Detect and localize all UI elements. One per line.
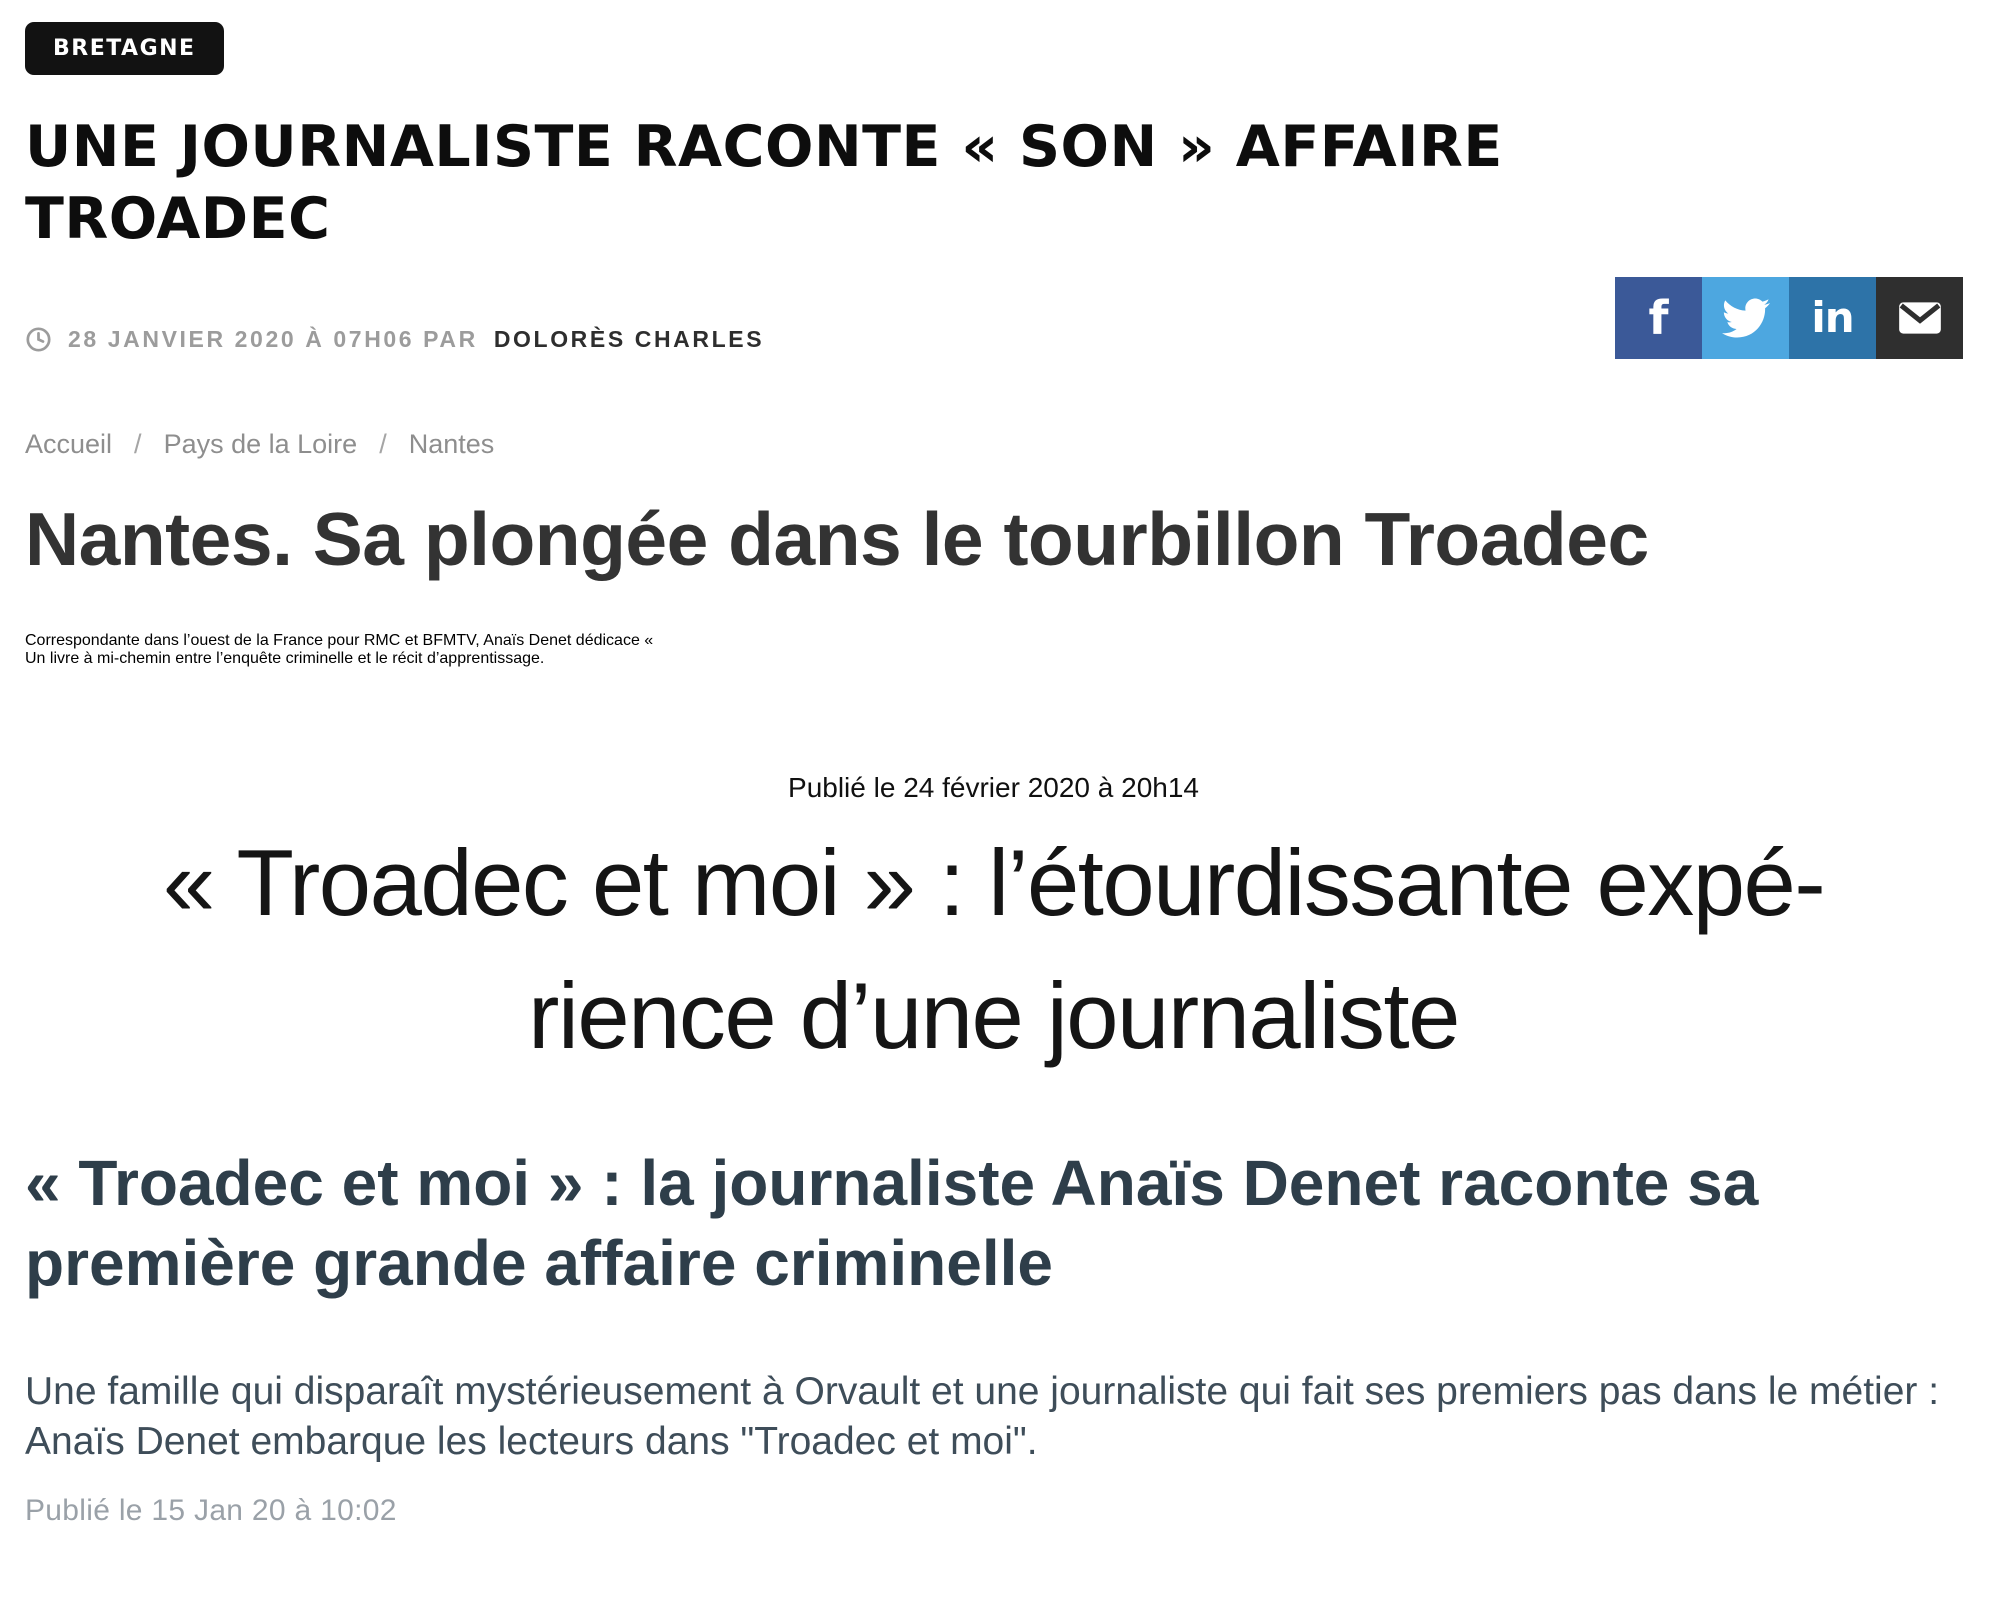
author-name[interactable]: DOLORÈS CHARLES [493, 325, 765, 352]
main-title-line1: UNE JOURNALISTE RACONTE « SON » AFFAIRE [25, 114, 1503, 180]
linkedin-icon: in [1811, 293, 1854, 342]
share-bar [1615, 277, 1963, 359]
breadcrumb-link-accueil[interactable]: Accueil [25, 428, 113, 459]
article-title: Nantes. Sa plongée dans le tourbillon Troadec [25, 496, 1649, 581]
clock-icon [25, 326, 52, 353]
article-summary-line2: Anaïs Denet embarque les lecteurs dans "Troadec et moi". [25, 1420, 1038, 1464]
article-lede-line2: Un livre à mi-chemin entre l’enquête criminelle et le récit d’apprentissage. [25, 649, 545, 667]
related-heading-line1: « Troadec et moi » : la journaliste Anaïs Denet raconte sa [25, 1146, 1759, 1219]
related-heading-line2: première grande affaire criminelle [25, 1226, 1053, 1299]
breadcrumb-link-nantes[interactable]: Nantes [408, 428, 495, 459]
main-title-line2: TROADEC [25, 186, 331, 253]
clipped-publish-line: Publié le 15 Jan 20 à 10:02 [25, 1494, 397, 1528]
article-lede-line1: Correspondante dans l’ouest de la France pour RMC et BFMTV, Anaïs Denet dédicace « [25, 631, 654, 649]
breadcrumb [25, 429, 1962, 460]
breadcrumb-separator: / [379, 428, 387, 459]
related-article-heading [25, 1143, 1962, 1303]
feature-headline [25, 816, 1962, 1083]
feature-headline-line2: rience d’une journaliste [528, 963, 1459, 1069]
feature-published-line: Publié le 24 février 2020 à 20h14 [788, 771, 1199, 803]
breadcrumb-separator: / [134, 428, 142, 459]
twitter-bird-icon [1722, 294, 1770, 342]
feature-headline-line1: « Troadec et moi » : l’étourdissante expé- [162, 829, 1825, 935]
share-email-button[interactable] [1876, 277, 1963, 359]
share-facebook-button[interactable] [1615, 277, 1702, 359]
publish-date: 28 JANVIER 2020 À 07H06 PAR [68, 325, 478, 352]
breadcrumb-link-pays-de-la-loire[interactable]: Pays de la Loire [163, 428, 358, 459]
article-summary [25, 1367, 1962, 1468]
facebook-icon: f [1648, 291, 1669, 345]
share-linkedin-button[interactable] [1789, 277, 1876, 359]
main-title [25, 111, 1725, 256]
envelope-icon [1895, 293, 1945, 343]
share-twitter-button[interactable] [1702, 277, 1789, 359]
region-badge[interactable]: BRETAGNE [25, 22, 224, 75]
article-summary-line1: Une famille qui disparaît mystérieusement à Orvault et une journaliste qui fait ses premiers pas dans le métier : [25, 1369, 1940, 1413]
